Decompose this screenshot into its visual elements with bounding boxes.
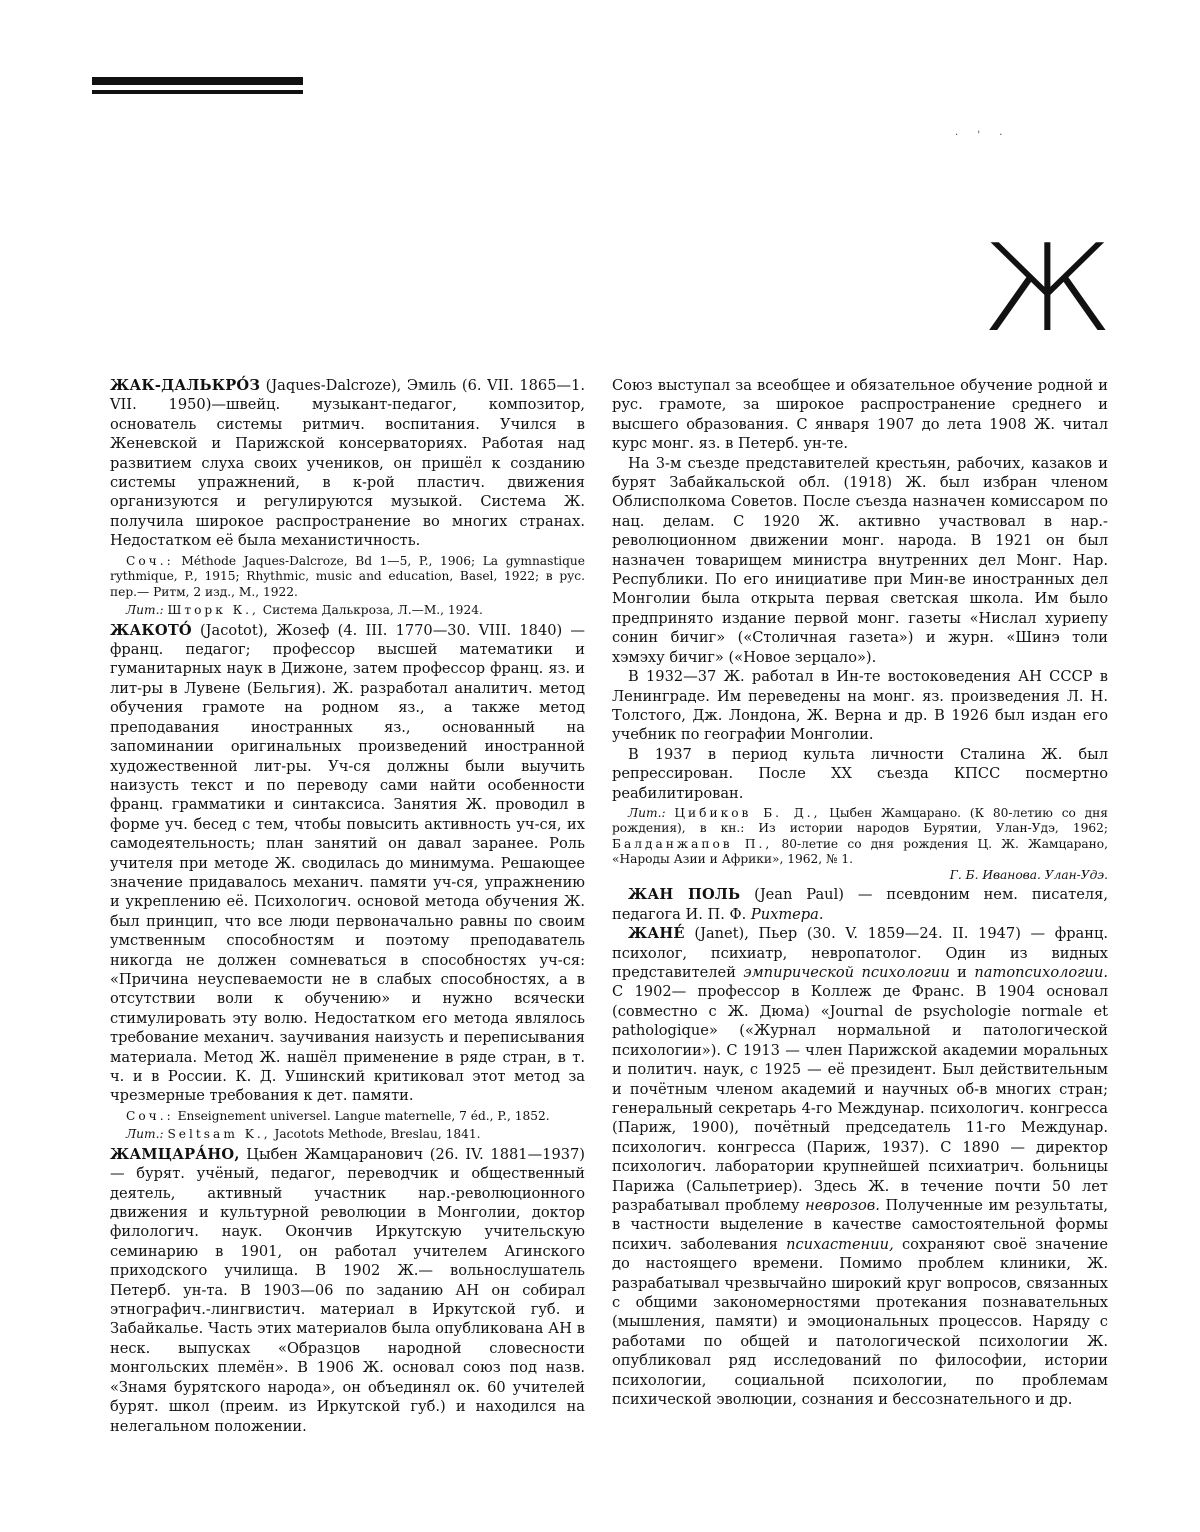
entry-text: (Jean Paul) — псевдоним нем. писателя, педагога И. П. Ф. <box>612 886 1108 923</box>
literature-author: Балданжапов П., <box>612 836 773 851</box>
entry-text: (Jaques-Dalcroze), Эмиль (6. VII. 1865—1. VII. 1950)—швейц. музыкант-педагог, композитор, основатель системы ритмич. воспитания. Учился в Женевской и Парижской консерваториях. Работая над развитием слуха своих учеников, он пришёл к созданию системы упражнений, в к-рой пластич. движения организуются и регулируются музыкой. Система Ж. получила широкое распространение во многих странах. Недостатком её была механистичность. <box>110 377 585 550</box>
literature-text: 80-летие со дня рождения Ц. Ж. Жамцарано, «Народы Азии и Африки», 1962, № 1. <box>612 836 1108 867</box>
literature-text: Система Далькроза, Л.—М., 1924. <box>258 603 483 618</box>
works-text: Enseignement universel. Langue maternelle, 7 éd., P., 1852. <box>173 1108 550 1123</box>
section-letter: Ж <box>981 220 1113 359</box>
literature-list <box>110 603 585 619</box>
literature-list <box>612 806 1108 884</box>
right-column <box>612 376 1108 1409</box>
headword: ЖАК-ДАЛЬКРО́З <box>110 377 261 394</box>
entry-jakoto <box>110 621 585 1106</box>
paragraph: На 3-м съезде представителей крестьян, рабочих, казаков и бурят Забайкальской обл. (1918) Ж. был избран членом Облисполкома Советов. После съезда назначен комиссаром по нац. делам. С 1920 Ж. активно участвовал в нар.-революционном движении монг. народа. В 1921 он был назначен товарищем министра внутренних дел Монг. Нар. Республики. По его инициативе при Мин-ве иностранных дел Монголии была открыта первая светская школа. Им было предпринято издание первой монг. газеты «Нислал хуриепу сонин бичиг» («Столичная газета») и журн. «Шинэ толи хэмэху бичиг» («Новое зерцало»). <box>612 454 1108 666</box>
entry-text: сохраняют своё значение до настоящего времени. Помимо проблем клиники, Ж. разрабатывал чрезвычайно широкий круг вопросов, связанных с общими закономерностями протекания познавательных (мышления, памяти) и эмоциональных процессов. Наряду с работами по общей и патологической психологии Ж. опубликовал ряд исследований по философии, истории психологии, социальной психологии, по проблемам психической эволюции, сознания и бессознательного и др. <box>612 1235 1109 1408</box>
entry-jak-dalcroze <box>110 376 585 551</box>
cross-reference: неврозов. <box>805 1196 880 1214</box>
literature-author: Шторк К., <box>167 603 259 618</box>
literature-list <box>110 1127 585 1143</box>
entry-zhamtsarano <box>110 1145 585 1436</box>
literature-label: Лит.: <box>126 1127 164 1142</box>
cross-reference: психастении, <box>786 1235 894 1253</box>
cross-reference: эмпирической психологии <box>743 964 950 982</box>
print-specks: · ' · <box>955 130 1011 141</box>
literature-author: Цибиков Б. Д., <box>674 805 821 820</box>
header-rule-thick <box>92 77 303 85</box>
literature-author: Seltsam K., <box>167 1127 271 1142</box>
works-label: Соч.: <box>126 1108 174 1123</box>
paragraph: Союз выступал за всеобщее и обязательное обучение родной и рус. грамоте, за широкое распространение среднего и высшего образования. С января 1907 до лета 1908 Ж. читал курс монг. яз. в Петерб. ун-те. <box>612 377 1108 453</box>
entry-text: С 1902— профессор в Коллеж де Франс. В 1904 основал (совместно с Ж. Дюма) «Journal de psychologie normale et pathologique» («Журнал нормальной и патологической психологии»). С 1913 — член Парижской академии моральных и политич. наук, с 1925 — её президент. Был действительным и почётным членом академий и научных об-в многих стран; генеральный секретарь 4-го Междунар. психологич. конгресса (Париж, 1900), почётный председатель 11-го Междунар. психологич. конгресса (Париж, 1937). С 1890 — директор психологич. лаборатории крупнейшей психиатрич. больницы Парижа (Сальпетриер). Здесь Ж. в течение почти 50 лет разрабатывал проблему <box>612 983 1108 1214</box>
paragraph: В 1937 в период культа личности Сталина Ж. был репрессирован. После XX съезда КПСС посмертно реабилитирован. <box>612 745 1108 802</box>
entry-text: (Jacotot), Жозеф (4. III. 1770—30. VIII. 1840) — франц. педагог; профессор высшей математики и гуманитарных наук в Дижоне, затем профессор франц. яз. и лит-ры в Лувене (Бельгия). Ж. разработал аналитич. метод обучения грамоте на родном яз., а также метод преподавания иностранных яз., основанный на запоминании оригинальных произведений иностранной художественной лит-ры. Уч-ся должны были выучить наизусть текст и по переводу сами найти особенности франц. грамматики и синтаксиса. Занятия Ж. проводил в форме уч. бесед с тем, чтобы повысить активность уч-ся, их самодеятельность; план занятий он давал заранее. Роль учителя при методе Ж. сводилась до минимума. Решающее значение придавалось механич. памяти уч-ся, упражнению и укреплению её. Психологич. основой метода обучения Ж. был принцип, что все люди первоначально равны по своим умственным способностям и поэтому преподаватель никогда не должен сомневаться в способностях уч-ся: «Причина неуспеваемости не в слабых способностях, а в отсутствии воли к обучению» и нужно всячески стимулировать эту волю. Недостатком его метода являлось требование механич. заучивания наизусть и переписывания материала. Метод Ж. нашёл применение в ряде стран, в т. ч. и в России. К. Д. Ушинский критиковал этот метод за чрезмерные требования к дет. памяти. <box>110 621 585 1105</box>
author-signature: Г. Б. Иванова. Улан-Удэ. <box>949 867 1108 882</box>
cross-reference: патопсихологии. <box>974 964 1108 982</box>
entry-text: Цыбен Жамцаранович (26. IV. 1881—1937) — бурят. учёный, педагог, переводчик и общественный деятель, активный участник нар.-революционного движения и культурной революции в Монголии, доктор филологич. наук. Окончив Иркутскую учительскую семинарию в 1901, он работал учителем Агинского приходского училища. В 1902 Ж.— вольнослушатель Петерб. ун-та. В 1903—06 по заданию АН он собирал этнографич.-лингвистич. материал в Иркутской губ. и Забайкалье. Часть этих материалов была опубликована АН в неск. выпусках «Образцов народной словесности монгольских племён». В 1906 Ж. основал союз под назв. «Знамя бурятского народа», он объединял ок. 60 учителей бурят. школ (преим. из Иркутской губ.) и находился на нелегальном положении. <box>110 1145 585 1435</box>
literature-label: Лит.: <box>628 805 666 820</box>
header-rule-thin <box>92 90 303 94</box>
literature-text: Цыбен Жамцарано. (К 80-летию со дня рождения), в кн.: Из истории народов Бурятии, Улан-Удэ, 1962; <box>612 805 1108 836</box>
entry-janet <box>612 924 1108 1409</box>
headword: ЖАМЦАРА́НО, <box>110 1145 240 1163</box>
works-list <box>110 1109 585 1125</box>
entry-text: Полученные им результаты, в частности выделение в качестве самостоятельной формы психич. заболевания <box>612 1196 1108 1253</box>
left-column <box>110 376 585 1436</box>
works-text: Méthode Jaques-Dalcroze, Bd 1—5, P., 1906; La gymnastique rythmique, P., 1915; Rhythmic, music and education, Basel, 1922; в рус. пер.— Ритм, 2 изд., М., 1922. <box>110 553 585 599</box>
cross-reference: Рихтера. <box>750 905 824 923</box>
entry-jean-paul <box>612 885 1108 924</box>
entry-text: (Janet), Пьер (30. V. 1859—24. II. 1947) — франц. психолог, психиатр, невропатолог. Один из видных представителей <box>612 925 1108 982</box>
works-label: Соч.: <box>126 553 174 568</box>
headword: ЖАНЕ́ <box>628 925 685 943</box>
paragraph: В 1932—37 Ж. работал в Ин-те востоковедения АН СССР в Ленинграде. Им переведены на монг. яз. произведения Л. Н. Толстого, Дж. Лондона, Ж. Верна и др. В 1926 был издан его учебник по географии Монголии. <box>612 668 1108 744</box>
literature-text: Jacotots Methode, Breslau, 1841. <box>270 1127 481 1142</box>
works-list <box>110 554 585 601</box>
headword: ЖАКОТО́ <box>110 621 192 639</box>
literature-label: Лит.: <box>126 603 164 618</box>
entry-text: и <box>949 964 975 982</box>
headword: ЖАН ПОЛЬ <box>628 886 741 904</box>
